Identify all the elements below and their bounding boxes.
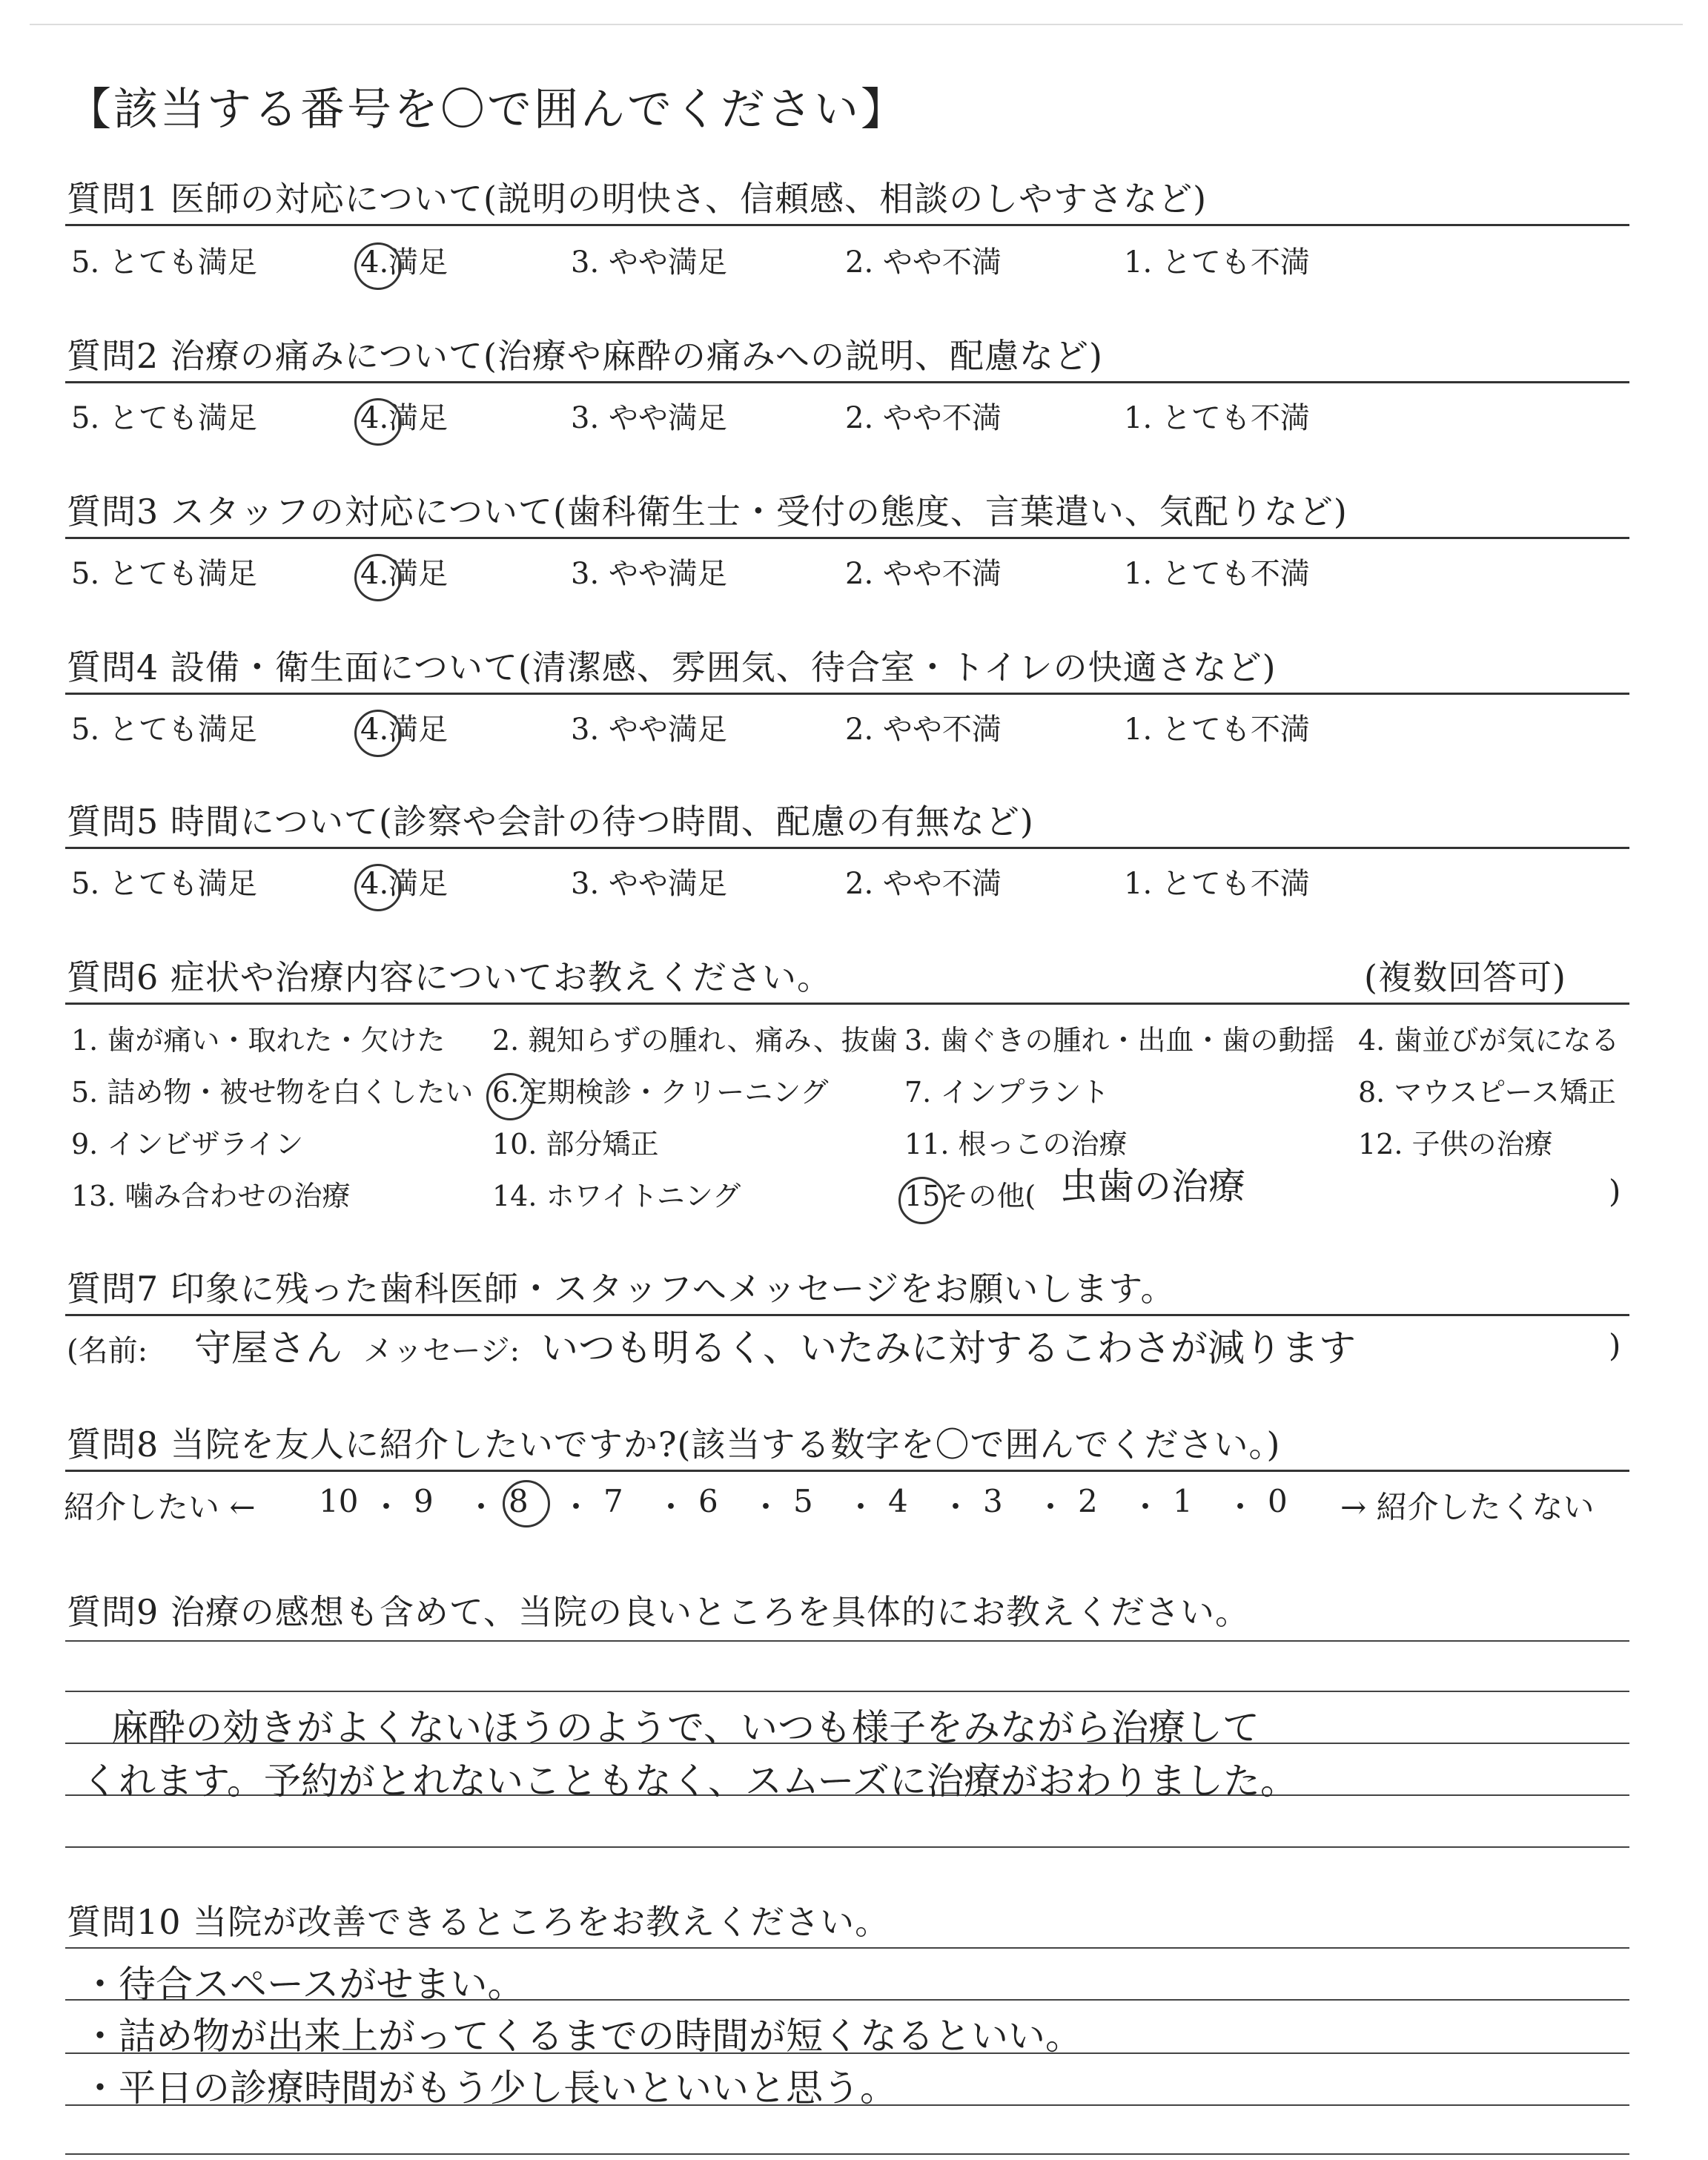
q6-option-12[interactable]: 12. 子供の治療 — [1358, 1128, 1553, 1160]
q8-scale-dot: ・ — [466, 1489, 497, 1525]
q6-option-9[interactable]: 9. インビザライン — [71, 1128, 304, 1160]
q6-option-4[interactable]: 4. 歯並びが気になる — [1358, 1024, 1620, 1057]
q8-scale-7[interactable]: 7 — [603, 1483, 623, 1519]
q5-option-2[interactable]: 2. やや不満 — [845, 867, 1002, 901]
q4-option-5[interactable]: 5. とても満足 — [71, 713, 257, 747]
question-9-title: 質問9 治療の感想も含めて、当院の良いところを具体的にお教えください。 — [67, 1592, 1250, 1632]
selection-circle: 4. — [360, 713, 389, 747]
question-7-rule — [65, 1314, 1629, 1316]
q7-message-value[interactable]: いつも明るく、いたみに対するこわさが減ります — [541, 1327, 1356, 1370]
q9-line-2 — [65, 1691, 1629, 1692]
q8-scale-dot: ・ — [655, 1489, 687, 1525]
q6-option-14[interactable]: 14. ホワイトニング — [492, 1180, 741, 1212]
selection-circle: 4. — [360, 867, 389, 901]
q10-answer-line-2[interactable]: ・詰め物が出来上がってくるまでの時間が短くなるといい。 — [82, 2015, 1082, 2058]
question-6-title: 質問6 症状や治療内容についてお教えください。 — [67, 957, 832, 997]
q4-option-2[interactable]: 2. やや不満 — [845, 713, 1002, 747]
q8-scale-8[interactable]: 8 — [509, 1483, 529, 1519]
q8-scale-dot: ・ — [371, 1489, 403, 1525]
q5-option-1[interactable]: 1. とても不満 — [1124, 867, 1310, 901]
selection-circle: 4. — [360, 401, 389, 435]
q3-option-3[interactable]: 3. やや満足 — [571, 557, 727, 591]
q3-option-4-label: 満足 — [388, 557, 448, 591]
q1-option-4[interactable] — [360, 239, 448, 281]
selection-circle: 6. — [492, 1076, 520, 1109]
q3-option-1[interactable]: 1. とても不満 — [1124, 557, 1310, 591]
q2-option-3[interactable]: 3. やや満足 — [571, 401, 727, 435]
q9-answer-line-2[interactable]: くれます。予約がとれないこともなく、スムーズに治療がおわりました。 — [82, 1760, 1297, 1803]
q8-scale-dot: ・ — [750, 1489, 782, 1525]
q6-option-5[interactable]: 5. 詰め物・被せ物を白くしたい — [71, 1076, 474, 1109]
q7-message-label: メッセージ: — [363, 1334, 520, 1368]
q9-line-5 — [65, 1846, 1629, 1848]
q8-scale-dot: ・ — [845, 1489, 877, 1525]
q2-option-4[interactable] — [360, 394, 448, 437]
question-4-title: 質問4 設備・衛生面について(清潔感、雰囲気、待合室・トイレの快適さなど) — [67, 647, 1277, 687]
q8-scale-4[interactable]: 4 — [888, 1483, 908, 1519]
question-6-note: (複数回答可) — [1364, 957, 1566, 997]
top-divider — [30, 24, 1683, 25]
q8-scale-9[interactable]: 9 — [414, 1483, 434, 1519]
question-3-rule — [65, 537, 1629, 539]
q8-scale-2[interactable]: 2 — [1078, 1483, 1098, 1519]
q3-option-2[interactable]: 2. やや不満 — [845, 557, 1002, 591]
q5-option-4-label: 満足 — [388, 867, 448, 901]
q6-option-7[interactable]: 7. インプラント — [904, 1076, 1110, 1109]
q2-option-4-label: 満足 — [388, 401, 448, 435]
q1-option-1[interactable]: 1. とても不満 — [1124, 245, 1310, 280]
q4-option-1[interactable]: 1. とても不満 — [1124, 713, 1310, 747]
q10-answer-line-1[interactable]: ・待合スペースがせまい。 — [82, 1963, 525, 2006]
selection-circle: 15 — [904, 1180, 941, 1212]
q8-left-label: 紹介したい ← — [64, 1489, 256, 1525]
q4-option-4-label: 満足 — [388, 713, 448, 747]
q5-option-4[interactable] — [360, 860, 448, 902]
q8-scale-dot: ・ — [940, 1489, 972, 1525]
q8-scale-dot: ・ — [1225, 1489, 1257, 1525]
q8-scale-5[interactable]: 5 — [793, 1483, 813, 1519]
question-3-title: 質問3 スタッフの対応について(歯科衛生士・受付の態度、言葉遣い、気配りなど) — [67, 492, 1348, 532]
q4-option-4[interactable] — [360, 706, 448, 748]
q7-name-label: (名前: — [67, 1334, 148, 1368]
q8-scale — [319, 1483, 1305, 1527]
q6-other-answer[interactable]: 虫歯の治療 — [1060, 1165, 1245, 1208]
question-2-rule — [65, 381, 1629, 383]
q10-line-5 — [65, 2153, 1629, 2155]
q6-option-8[interactable]: 8. マウスピース矯正 — [1358, 1076, 1616, 1109]
question-5-rule — [65, 847, 1629, 849]
q5-option-5[interactable]: 5. とても満足 — [71, 867, 257, 901]
question-1-title: 質問1 医師の対応について(説明の明快さ、信頼感、相談のしやすさなど) — [67, 179, 1208, 219]
page-title: 【該当する番号を〇で囲んでください】 — [67, 84, 907, 136]
q2-option-2[interactable]: 2. やや不満 — [845, 401, 1002, 435]
q6-option-6-label: 定期検診・クリーニング — [519, 1076, 829, 1109]
question-1-rule — [65, 224, 1629, 226]
q6-option-15[interactable] — [904, 1173, 1036, 1214]
q2-option-5[interactable]: 5. とても満足 — [71, 401, 257, 435]
q8-scale-dot: ・ — [560, 1489, 592, 1525]
q6-option-3[interactable]: 3. 歯ぐきの腫れ・出血・歯の動揺 — [904, 1024, 1335, 1057]
question-5-title: 質問5 時間について(診察や会計の待つ時間、配慮の有無など) — [67, 802, 1034, 842]
question-4-rule — [65, 693, 1629, 695]
selection-circle: 4. — [360, 557, 389, 591]
q7-name-value[interactable]: 守屋さん — [194, 1327, 342, 1370]
q3-option-5[interactable]: 5. とても満足 — [71, 557, 257, 591]
q8-scale-dot: ・ — [1130, 1489, 1162, 1525]
q1-option-5[interactable]: 5. とても満足 — [71, 245, 257, 280]
q6-option-2[interactable]: 2. 親知らずの腫れ、痛み、抜歯 — [492, 1024, 898, 1057]
q2-option-1[interactable]: 1. とても不満 — [1124, 401, 1310, 435]
q10-line-1 — [65, 1947, 1629, 1949]
question-8-rule — [65, 1470, 1629, 1472]
q6-option-11[interactable]: 11. 根っこの治療 — [904, 1128, 1128, 1160]
q6-option-10[interactable]: 10. 部分矯正 — [492, 1128, 659, 1160]
q8-scale-6[interactable]: 6 — [698, 1483, 718, 1519]
q1-option-3[interactable]: 3. やや満足 — [571, 245, 727, 280]
q6-option-15-label: その他( — [940, 1180, 1036, 1212]
q8-scale-1[interactable]: 1 — [1173, 1483, 1193, 1519]
q8-scale-0[interactable]: 0 — [1268, 1483, 1288, 1519]
question-8-title: 質問8 当院を友人に紹介したいですか?(該当する数字を〇で囲んでください。) — [67, 1424, 1281, 1464]
q1-option-2[interactable]: 2. やや不満 — [845, 245, 1002, 280]
q6-option-6[interactable] — [492, 1069, 829, 1110]
q4-option-3[interactable]: 3. やや満足 — [571, 713, 727, 747]
q5-option-3[interactable]: 3. やや満足 — [571, 867, 727, 901]
question-10-title: 質問10 当院が改善できるところをお教えください。 — [67, 1902, 890, 1942]
q6-close-paren: ) — [1609, 1173, 1621, 1209]
q8-scale-dot: ・ — [1035, 1489, 1067, 1525]
q8-scale-10[interactable]: 10 — [319, 1483, 359, 1519]
q7-close-paren: ) — [1609, 1327, 1621, 1364]
q9-answer-line-1[interactable]: 麻酔の効きがよくないほうのようで、いつも様子をみながら治療して — [111, 1706, 1260, 1749]
q6-option-1[interactable]: 1. 歯が痛い・取れた・欠けた — [71, 1024, 446, 1057]
question-7-title: 質問7 印象に残った歯科医師・スタッフへメッセージをお願いします。 — [67, 1269, 1176, 1309]
q6-option-13[interactable]: 13. 噛み合わせの治療 — [71, 1180, 351, 1212]
q1-option-4-label: 満足 — [388, 245, 448, 280]
q10-answer-line-3[interactable]: ・平日の診療時間がもう少し長いといいと思う。 — [82, 2067, 897, 2110]
q3-option-4[interactable] — [360, 550, 448, 592]
q8-right-label: → 紹介したくない — [1340, 1489, 1595, 1525]
question-6-rule — [65, 1003, 1629, 1005]
selection-circle: 4. — [360, 245, 389, 280]
q9-line-1 — [65, 1640, 1629, 1642]
question-2-title: 質問2 治療の痛みについて(治療や麻酔の痛みへの説明、配慮など) — [67, 336, 1103, 376]
q8-scale-3[interactable]: 3 — [983, 1483, 1003, 1519]
